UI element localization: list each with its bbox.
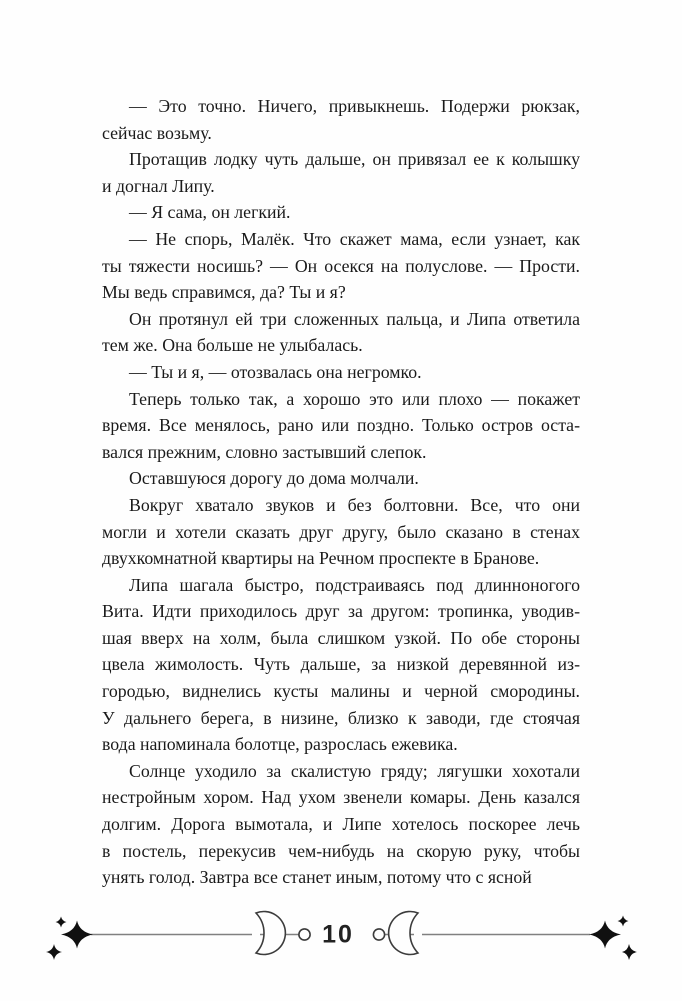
- text-line: в постель, перекусив чем-нибудь на скорую руку, чтобы: [102, 840, 580, 861]
- text-line: — Это точно. Ничего, привыкнешь. Подержи рюкзак,: [129, 96, 580, 116]
- paragraph: [102, 465, 580, 492]
- text-line: время. Все менялось, рано или поздно. Только остров оста-: [102, 415, 580, 436]
- paragraph: [102, 492, 580, 572]
- text-line: цвела жимолость. Чуть дальше, за низкой деревянной из-: [102, 654, 580, 675]
- text-line: нестройным хором. Над ухом звенели комары. День казался: [102, 787, 580, 808]
- text-line: шая вверх на холм, была слишком узкой. По обе стороны: [102, 627, 580, 648]
- text-line: вался прежним, словно застывший слепок.: [102, 441, 427, 462]
- paragraph: [102, 758, 580, 891]
- page-footer: [0, 885, 682, 990]
- star-large-icon: [61, 921, 93, 949]
- paragraph: [102, 226, 580, 306]
- text-line: Теперь только так, а хорошо это или плохо — покажет: [129, 388, 580, 409]
- text-line: сейчас возьму.: [102, 122, 212, 143]
- crescent-moon-left-icon: [256, 912, 285, 955]
- text-line: долгим. Дорога вымотала, и Липе хотелось поскорее лечь: [102, 814, 580, 835]
- text-line: — Не спорь, Малёк. Что скажет мама, если узнает, как: [129, 228, 580, 249]
- text-line: тем же. Она больше не улыбалась.: [102, 335, 363, 356]
- circle-ornament-right: [373, 929, 384, 940]
- circle-ornament-left: [299, 929, 310, 940]
- star-small-icon: [56, 917, 67, 928]
- paragraph: [102, 306, 580, 359]
- text-line: ты тяжести носишь? — Он осекся на полуслове. — Прости.: [102, 255, 580, 276]
- text-line: У дальнего берега, в низине, близко к заводи, где стоячая: [102, 707, 580, 728]
- paragraph: [102, 93, 580, 146]
- star-large-icon: [589, 921, 621, 949]
- text-line: Протащив лодку чуть дальше, он привязал ее к колышку: [129, 149, 580, 170]
- text-line: вода напоминала болотце, разрослась ежевика.: [102, 734, 458, 755]
- text-line: — Я сама, он легкий.: [129, 202, 291, 223]
- text-line: Оставшуюся дорогу до дома молчали.: [129, 468, 419, 489]
- text-line: Липа шагала быстро, подстраиваясь под длинноногого: [129, 574, 580, 595]
- paragraph: [102, 199, 580, 226]
- footer-ornament: [0, 885, 682, 990]
- page-number: 10: [322, 920, 354, 949]
- body-text: [102, 93, 580, 891]
- paragraph: [102, 386, 580, 466]
- text-line: двухкомнатной квартиры на Речном проспекте в Бранове.: [102, 548, 540, 569]
- star-small-icon: [622, 944, 637, 960]
- sparkle-stars-left-icon: [46, 917, 93, 961]
- sparkle-stars-right-icon: [589, 916, 637, 961]
- paragraph: [102, 572, 580, 758]
- text-line: могли и хотели сказать друг другу, было сказано в стенах: [102, 521, 580, 542]
- paragraph: [102, 359, 580, 386]
- text-line: Вокруг хватало звуков и без болтовни. Все, что они: [129, 494, 580, 515]
- text-line: и догнал Липу.: [102, 175, 215, 196]
- text-line: Мы ведь справимся, да? Ты и я?: [102, 282, 346, 303]
- text-line: Вита. Идти приходилось друг за другом: тропинка, уводив-: [102, 601, 580, 622]
- text-line: Солнце уходило за скалистую гряду; лягушки хохотали: [129, 760, 580, 781]
- text-line: унять голод. Завтра все станет иным, потому что с ясной: [102, 867, 532, 888]
- text-line: — Ты и я, — отозвалась она негромко.: [129, 361, 422, 382]
- paragraph: [102, 146, 580, 199]
- star-small-icon: [618, 916, 629, 927]
- text-line: Он протянул ей три сложенных пальца, и Липа ответила: [129, 308, 580, 329]
- star-small-icon: [46, 944, 62, 960]
- crescent-moon-right-icon: [389, 912, 418, 955]
- text-line: городью, виднелись кусты малины и черной смородины.: [102, 681, 580, 702]
